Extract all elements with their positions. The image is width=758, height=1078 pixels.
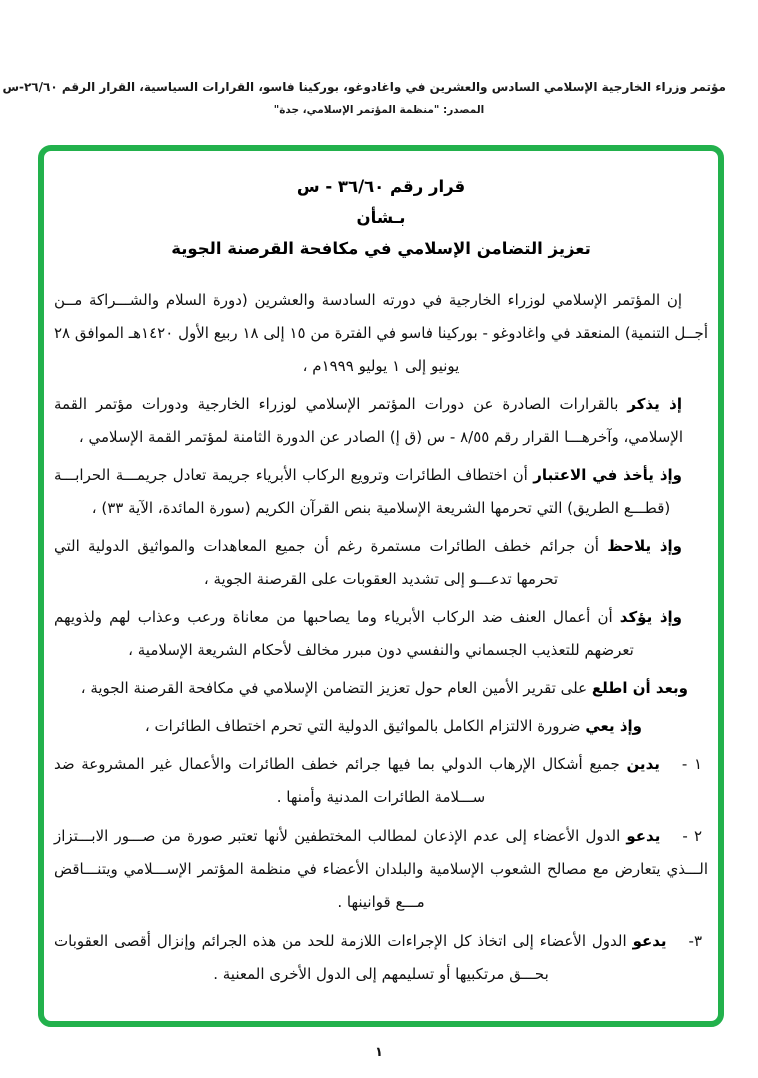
preamble-text: إن المؤتمر الإسلامي لوزراء الخارجية في دورته السادسة والعشرين (دورة السلام والشـــراكة مــن أجــل التنمية) المنعقد في واغادوغو - بوركينا فاسو في الفترة من ١٥ إلى ١٨ ربيع الأول ١٤٢٠هـ الموافق ٢٨ يونيو إلى ١ يوليو ١٩٩٩م ، (54, 291, 708, 375)
preamble-text: ضرورة الالتزام الكامل بالمواثيق الدولية التي تحرم اختطاف الطائرات ، (144, 717, 586, 735)
preamble-paragraph-4 (54, 530, 708, 596)
preamble-text: بالقرارات الصادرة عن دورات المؤتمر الإسلامي لوزراء الخارجية ودورات مؤتمر القمة الإسلامي، وآخرهـــا القرار رقم ٨/٥٥ - س (ق إ) الصادر عن الدورة الثامنة لمؤتمر القمة الإسلامي ، (54, 395, 684, 446)
item-text: جميع أشكال الإرهاب الدولي بما فيها جرائم خطف الطائرات والأعمال غير المشروعة ضد ســـلامة الطائرات المدنية وأمنها . (54, 755, 627, 806)
preamble-text: أن أعمال العنف ضد الركاب الأبرياء وما يصاحبها من معاناة ورعب وعذاب لهم ولذويهم تعرضهم للتعذيب الجسماني والنفسي دون مبرر مخالف لأحكام الشريعة الإسلامية ، (54, 608, 634, 659)
item-lead: يدين (626, 755, 660, 773)
preamble-lead: وإذ يعي (585, 717, 642, 735)
item-number: ٢ - (682, 827, 702, 845)
preamble-paragraph-5 (54, 601, 708, 667)
resolution-title-block (54, 171, 708, 264)
preamble-text: أن جرائم خطف الطائرات مستمرة رغم أن جميع المعاهدات والمواثيق الدولية التي تحرمها تدعـــو إلى تشديد العقوبات على القرصنة الجوية ، (54, 537, 608, 588)
operative-item-1 (54, 748, 708, 814)
header-source-line: المصدر: "منظمة المؤتمر الإسلامي، جدة" (273, 104, 485, 116)
item-lead: يدعو (626, 827, 661, 845)
resolution-number-line: قرار رقم ٣٦/٦٠ - س (296, 177, 466, 196)
preamble-paragraph-2 (54, 388, 708, 454)
page-number: ١ (375, 1045, 383, 1060)
preamble-text: أن اختطاف الطائرات وترويع الركاب الأبرياء جريمة تعادل جريمـــة الحرابـــة (قطـــع الطريق) التي تحرمها الشريعة الإسلامية بنص القرآن الكريم (سورة المائدة، الآية ٣٣) ، (54, 466, 671, 517)
operative-item-2 (54, 820, 708, 919)
item-text: الدول الأعضاء إلى عدم الإذعان لمطالب المختطفين لأنها تعتبر صورة من صـــور الابـــتزاز الـــذي يتعارض مع مصالح الشعوب الإسلامية والبلدان الأعضاء في منظمة المؤتمر الإســـلامي ويتنـــاقض مـــع قوانينها . (54, 827, 708, 911)
preamble-paragraph-3 (54, 459, 708, 525)
resolution-subject-line: تعزيز التضامن الإسلامي في مكافحة القرصنة الجوية (171, 239, 591, 258)
document-header (2, 80, 726, 116)
operative-item-3 (54, 925, 708, 991)
item-text: الدول الأعضاء إلى اتخاذ كل الإجراءات اللازمة للحد من هذه الجرائم وإنزال أقصى العقوبات بحـــق مرتكبيها أو تسليمهم إلى الدول الأخرى المعنية . (54, 932, 633, 983)
item-lead: يدعو (632, 932, 667, 950)
item-number: ٣- (688, 932, 702, 950)
preamble-paragraph-6 (54, 672, 708, 705)
preamble-text: على تقرير الأمين العام حول تعزيز التضامن الإسلامي في مكافحة القرصنة الجوية ، (80, 679, 592, 697)
preamble-lead: إذ يذكر (627, 395, 682, 413)
preamble-paragraph-1 (54, 284, 708, 383)
preamble-lead: وبعد أن اطلع (591, 679, 688, 697)
preamble-lead: وإذ يأخذ في الاعتبار (533, 466, 683, 484)
item-number: ١ - (681, 755, 702, 773)
header-reference-line: مؤتمر وزراء الخارجية الإسلامي السادس والعشرين في واغادوغو، بوركينا فاسو، القرارات السياسية، القرار الرقم ٢٦/٦٠-س (2, 80, 726, 94)
resolution-border-box (38, 145, 724, 1027)
preamble-paragraph-7 (54, 710, 708, 743)
resolution-regarding-line: بـشأن (356, 208, 406, 227)
preamble-lead: وإذ يؤكد (619, 608, 682, 626)
preamble-lead: وإذ يلاحظ (607, 537, 682, 555)
